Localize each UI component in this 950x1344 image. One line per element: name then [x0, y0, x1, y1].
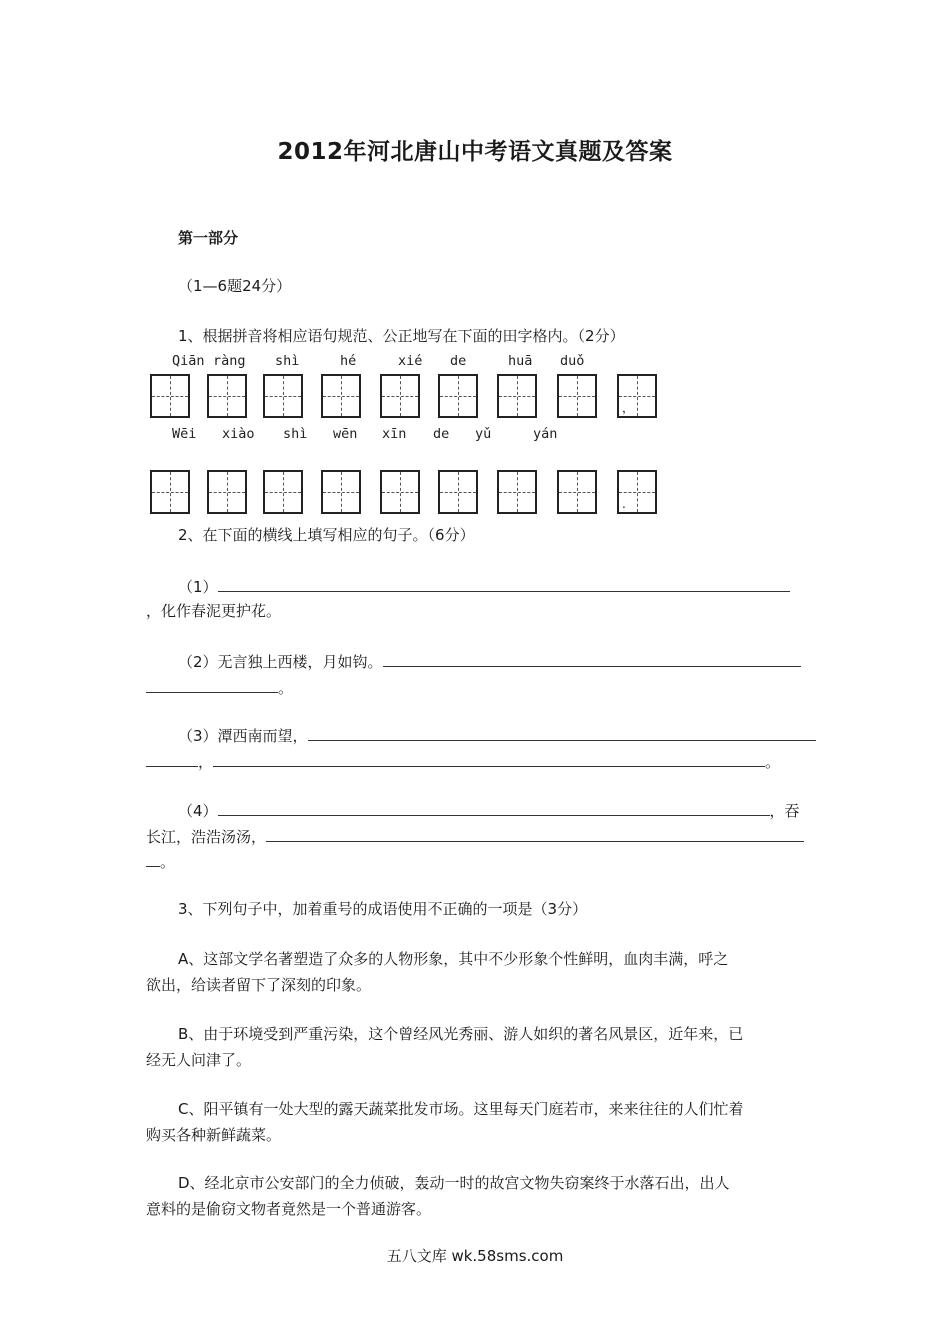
q3-option-b: B、由于环境受到严重污染，这个曾经风光秀丽、游人如织的著名风景区，近年来，已: [178, 1025, 744, 1043]
pinyin: Qiān: [172, 353, 205, 369]
tianzige-box[interactable]: [263, 374, 303, 418]
answer-blank[interactable]: [218, 576, 790, 592]
punctuation-mark: ，: [622, 401, 635, 415]
tianzige-box[interactable]: [207, 374, 247, 418]
tianzige-box[interactable]: [497, 470, 537, 514]
answer-blank[interactable]: [146, 851, 160, 867]
q3-option-c-cont: 购买各种新鲜蔬菜。: [146, 1126, 282, 1144]
pinyin: xīn: [382, 426, 407, 442]
pinyin: xié: [398, 353, 423, 369]
q2-item-3: [178, 725, 816, 746]
q2-item-1-cont: ，化作春泥更护花。: [146, 602, 282, 620]
q2-item-2-cont: [146, 677, 293, 698]
answer-blank[interactable]: [266, 826, 804, 842]
answer-blank[interactable]: [146, 751, 198, 767]
q2-item-4: [178, 800, 800, 821]
q2-item-2: [178, 651, 801, 672]
answer-blank[interactable]: [213, 751, 765, 767]
q3-option-a: A、这部文学名著塑造了众多的人物形象，其中不少形象个性鲜明，血肉丰满，呼之: [178, 950, 729, 968]
section-heading: 第一部分: [178, 229, 239, 247]
item-end: 。: [278, 679, 294, 697]
answer-blank[interactable]: [383, 651, 801, 667]
pinyin-row-1: [0, 353, 950, 369]
item-end: 。: [765, 753, 781, 771]
item-text: （3）潭西南而望，: [178, 727, 308, 745]
q2-item-4-cont: [146, 826, 804, 847]
tianzige-box[interactable]: [617, 374, 657, 418]
tianzige-box[interactable]: [380, 374, 420, 418]
q2-item-3-cont: [146, 751, 780, 772]
item-label: （4）: [178, 802, 218, 820]
item-label: （1）: [178, 578, 218, 596]
pinyin: yán: [533, 426, 558, 442]
q1-stem: 1、根据拼音将相应语句规范、公正地写在下面的田字格内。（2分）: [178, 327, 625, 345]
item-end: 。: [160, 853, 176, 871]
tianzige-box[interactable]: [207, 470, 247, 514]
pinyin: hé: [340, 353, 357, 369]
tianzige-box[interactable]: [150, 470, 190, 514]
pinyin: xiào: [222, 426, 255, 442]
q3-option-b-cont: 经无人问津了。: [146, 1051, 252, 1069]
pinyin: de: [433, 426, 450, 442]
q3-option-c: C、阳平镇有一处大型的露天蔬菜批发市场。这里每天门庭若市，来来往往的人们忙着: [178, 1100, 744, 1118]
tianzige-box[interactable]: [150, 374, 190, 418]
answer-blank[interactable]: [308, 725, 816, 741]
q2-stem: 2、在下面的横线上填写相应的句子。（6分）: [178, 526, 475, 544]
answer-blank[interactable]: [146, 677, 278, 693]
item-text: （2）无言独上西楼，月如钩。: [178, 653, 383, 671]
q3-stem: 3、下列句子中，加着重号的成语使用不正确的一项是（3分）: [178, 900, 588, 918]
pinyin-row-2: [0, 426, 950, 442]
q3-option-d-cont: 意料的是偷窃文物者竟然是一个普通游客。: [146, 1200, 432, 1218]
pinyin: shì: [275, 353, 300, 369]
q2-item-4-end: [146, 851, 175, 872]
page-footer: 五八文库 wk.58sms.com: [386, 1247, 564, 1265]
tianzige-box[interactable]: [263, 470, 303, 514]
item-mid: ，: [198, 753, 214, 771]
pinyin: de: [450, 353, 467, 369]
tianzige-box[interactable]: [438, 374, 478, 418]
tianzige-box[interactable]: [557, 374, 597, 418]
pinyin: Wēi: [172, 426, 197, 442]
tianzige-box[interactable]: [438, 470, 478, 514]
tianzige-box[interactable]: [321, 374, 361, 418]
pinyin: ràng: [213, 353, 246, 369]
page-title: 2012年河北唐山中考语文真题及答案: [277, 139, 673, 165]
pinyin: duǒ: [560, 353, 585, 369]
pinyin: wēn: [333, 426, 358, 442]
item-text: 长江，浩浩汤汤，: [146, 828, 267, 846]
tianzige-box[interactable]: [617, 470, 657, 514]
tianzige-box[interactable]: [497, 374, 537, 418]
tianzige-box[interactable]: [321, 470, 361, 514]
tianzige-box[interactable]: [380, 470, 420, 514]
pinyin: yǔ: [475, 426, 492, 442]
section-note: （1—6题24分）: [178, 277, 292, 295]
q3-option-a-cont: 欲出，给读者留下了深刻的印象。: [146, 976, 372, 994]
tianzige-box[interactable]: [557, 470, 597, 514]
item-mid: ，吞: [769, 802, 800, 820]
punctuation-mark: .: [622, 497, 626, 511]
q2-item-1: [178, 576, 790, 597]
pinyin: huā: [508, 353, 533, 369]
answer-blank[interactable]: [218, 800, 770, 816]
q3-option-d: D、经北京市公安部门的全力侦破，轰动一时的故宫文物失窃案终于水落石出，出人: [178, 1174, 730, 1192]
pinyin: shì: [283, 426, 308, 442]
